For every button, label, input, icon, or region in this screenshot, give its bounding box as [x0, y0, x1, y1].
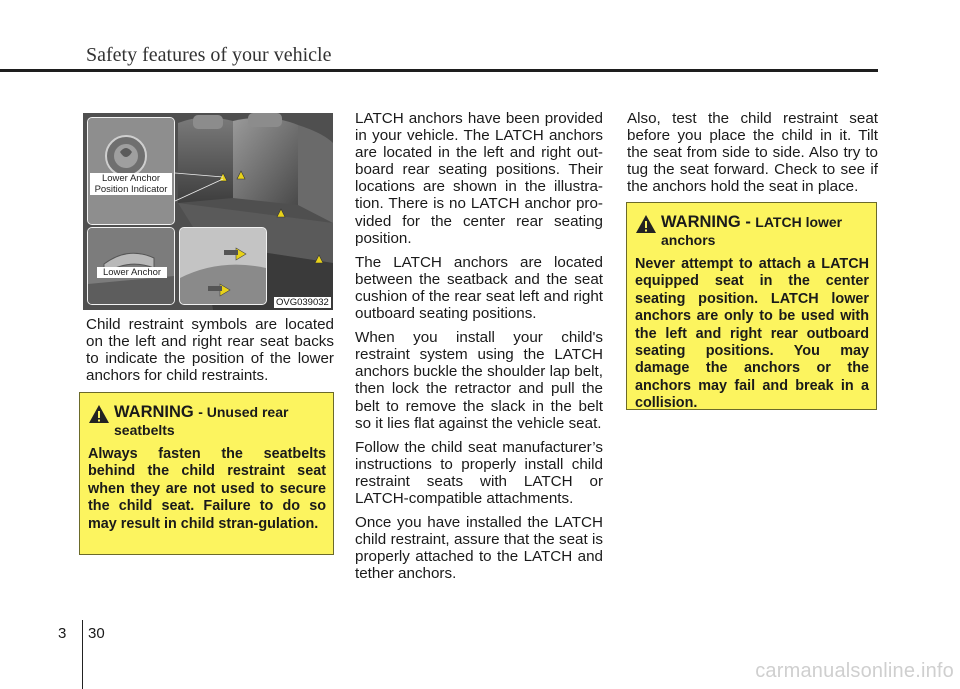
- paragraph: Child restraint symbols are located on the left and right rear seat backs to indicate the position of the lower anchors for child restraints.: [86, 316, 334, 385]
- warning-box-latch-lower-anchors: [626, 202, 877, 410]
- warning-triangle-icon: [88, 404, 110, 424]
- indicator-icon: [88, 118, 174, 224]
- column-1: [86, 316, 334, 391]
- latch-anchor-illustration: [83, 113, 333, 310]
- warning-box-unused-seatbelts: [79, 392, 334, 555]
- inset-lower-anchor: [87, 227, 175, 305]
- page-header-title: Safety features of your vehicle: [86, 44, 332, 66]
- warning-triangle-icon: [635, 214, 657, 234]
- lower-anchor-closeup: [88, 228, 174, 304]
- paragraph: Follow the child seat manufacturer’s instructions to properly install child restraint seats with LATCH or LATCH-compatible attachments.: [355, 438, 603, 507]
- inset-position-indicator: [87, 117, 175, 225]
- paragraph: When you install your child's restraint system using the LATCH anchors buckle the shoulder lap belt, then lock the retractor and pull the belt to remove the slack in the belt so it lies flat against the vehicle seat.: [355, 329, 603, 432]
- warning-body: Never attempt to attach a LATCH equipped seat in the center seating position. LATCH lower anchors are only to be used with the left and right rear outboard seating positions. You may damage the anchors or the anchors may fail and break in a collision.: [635, 256, 869, 412]
- header-rule: [0, 69, 878, 72]
- warning-title: WARNING: [114, 403, 194, 421]
- watermark: carmanualsonline.info: [755, 660, 954, 682]
- paragraph: LATCH anchors have been provided in your vehicle. The LATCH anchors are located in the left and right out-board rear seating positions. Their locations are shown in the illustra-tion. There is no LATCH anchor pro-vided for the center rear seating position.: [355, 110, 603, 247]
- chapter-number: 3: [58, 625, 67, 642]
- page-number: 30: [88, 625, 105, 642]
- label-lower-anchor: Lower Anchor: [97, 267, 167, 278]
- warning-header: [88, 403, 326, 440]
- column-3: [627, 110, 878, 202]
- paragraph: Once you have installed the LATCH child restraint, assure that the seat is properly attached to the LATCH and tether anchors.: [355, 514, 603, 583]
- paragraph: The LATCH anchors are located between the seatback and the seat cushion of the rear seat left and right outboard seating positions.: [355, 253, 603, 323]
- warning-body: Always fasten the seatbelts behind the child restraint seat when they are not used to secure the child seat. Failure to do so may result in child stran-gulation.: [88, 446, 326, 532]
- anchor-detail-art: [180, 228, 266, 304]
- column-2: [355, 110, 603, 589]
- paragraph: Also, test the child restraint seat before you place the child in it. Tilt the seat from side to side. Also try to tug the seat forward. Check to see if the anchors hold the seat in place.: [627, 110, 878, 196]
- warning-subtitle: LATCH lower anchors: [661, 214, 843, 248]
- label-lower-anchor-position-indicator: Lower Anchor Position Indicator: [90, 173, 172, 195]
- inset-anchor-detail: [179, 227, 267, 305]
- figure-code: OVG039032: [276, 297, 329, 308]
- page-number-rule: [82, 620, 83, 689]
- warning-title: WARNING -: [661, 213, 751, 231]
- warning-header: [635, 213, 869, 250]
- warning-subtitle: - Unused rear seatbelts: [114, 404, 289, 438]
